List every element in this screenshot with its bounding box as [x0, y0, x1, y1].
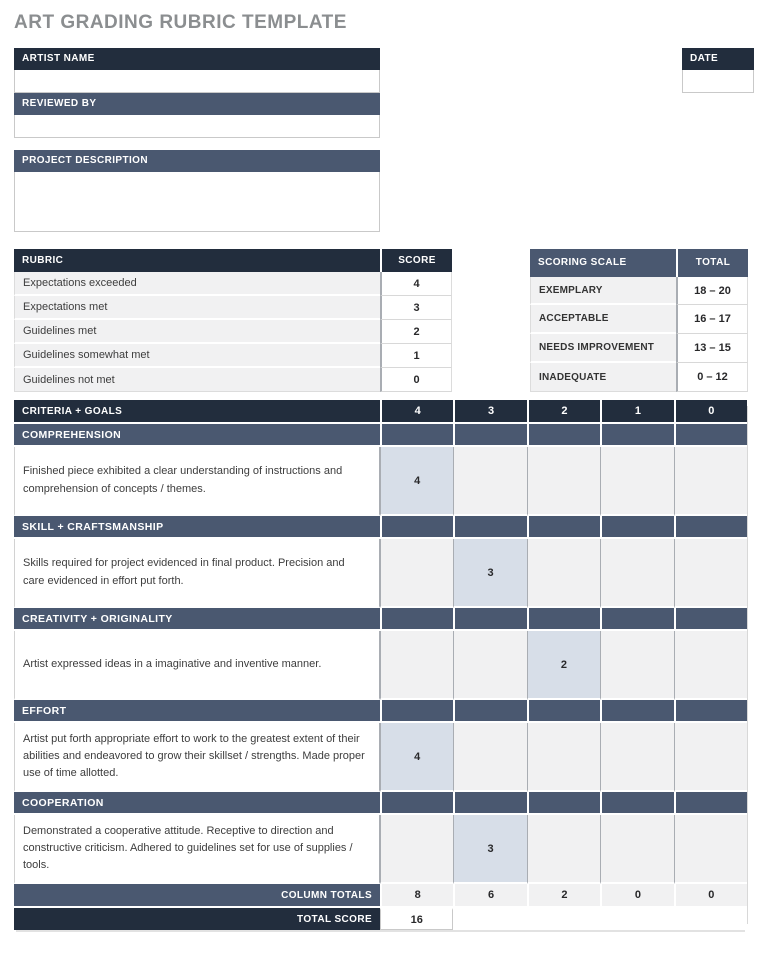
column-totals-row	[14, 884, 747, 908]
criteria-description: Finished piece exhibited a clear understanding of instructions and comprehension of concepts / themes.	[14, 447, 380, 516]
rubric-score-header: SCORE	[380, 249, 452, 272]
scoring-scale-total-header: TOTAL	[676, 249, 748, 277]
table-row	[530, 363, 748, 392]
score-cell[interactable]	[453, 631, 526, 700]
score-cell[interactable]	[453, 723, 526, 792]
criteria-row-cooperation	[14, 815, 747, 884]
section-header-skill-craftsmanship: SKILL + CRAFTSMANSHIP	[14, 516, 747, 539]
rubric-table	[14, 249, 452, 392]
section-header-cooperation: COOPERATION	[14, 792, 747, 815]
rubric-row-score: 4	[380, 272, 452, 296]
scale-row-label: EXEMPLARY	[530, 277, 676, 306]
rubric-row-label: Guidelines met	[14, 320, 380, 344]
score-cell[interactable]	[380, 631, 453, 700]
score-cell[interactable]: 3	[453, 539, 526, 608]
reviewed-by-label: REVIEWED BY	[14, 93, 380, 115]
criteria-row-creativity-originality	[14, 631, 747, 700]
table-row	[14, 272, 452, 296]
score-cell[interactable]	[674, 631, 747, 700]
table-row	[530, 334, 748, 363]
reviewed-by-input[interactable]	[14, 115, 380, 138]
table-row	[14, 344, 452, 368]
rubric-row-label: Guidelines somewhat met	[14, 344, 380, 368]
rubric-row-label: Guidelines not met	[14, 368, 380, 392]
score-cell[interactable]	[527, 815, 600, 884]
criteria-goals-table	[14, 400, 747, 930]
criteria-description: Demonstrated a cooperative attitude. Receptive to direction and constructive criticism. Adhered to guidelines set for use of supplies / tools.	[14, 815, 380, 884]
scale-row-label: INADEQUATE	[530, 363, 676, 392]
score-column-header: 1	[600, 400, 673, 424]
scoring-scale-header: SCORING SCALE	[530, 249, 676, 277]
criteria-description: Artist put forth appropriate effort to work to the greatest extent of their abilities and endeavored to grow their skillset / strengths. Made proper use of time allotted.	[14, 723, 380, 792]
rubric-header: RUBRIC	[14, 249, 380, 272]
score-cell[interactable]	[527, 539, 600, 608]
mid-tables-area	[14, 249, 748, 392]
section-header-comprehension: COMPREHENSION	[14, 424, 747, 447]
scale-row-total: 0 – 12	[676, 363, 748, 392]
criteria-row-comprehension	[14, 447, 747, 516]
criteria-row-skill-craftsmanship	[14, 539, 747, 608]
total-score-label: TOTAL SCORE	[14, 908, 380, 930]
scale-row-label: NEEDS IMPROVEMENT	[530, 334, 676, 363]
criteria-goals-header: CRITERIA + GOALS	[14, 400, 380, 424]
table-row	[530, 305, 748, 334]
project-description-input[interactable]	[14, 172, 380, 232]
criteria-row-effort	[14, 723, 747, 792]
table-row	[14, 368, 452, 392]
criteria-description: Artist expressed ideas in a imaginative and inventive manner.	[14, 631, 380, 700]
column-total-value: 6	[453, 884, 526, 908]
date-label: DATE	[682, 48, 754, 70]
score-cell[interactable]	[600, 815, 673, 884]
top-fields-area	[14, 48, 754, 232]
score-column-header: 3	[453, 400, 526, 424]
score-column-header: 4	[380, 400, 453, 424]
column-total-value: 8	[380, 884, 453, 908]
rubric-row-score: 0	[380, 368, 452, 392]
rubric-row-label: Expectations met	[14, 296, 380, 320]
score-cell[interactable]: 3	[453, 815, 526, 884]
section-header-effort: EFFORT	[14, 700, 747, 723]
table-row	[14, 296, 452, 320]
date-input[interactable]	[682, 70, 754, 93]
left-fields	[14, 48, 380, 232]
column-total-value: 0	[674, 884, 747, 908]
project-description-field	[14, 150, 380, 232]
score-cell[interactable]: 2	[527, 631, 600, 700]
score-cell[interactable]: 4	[380, 723, 453, 792]
score-column-header: 0	[674, 400, 747, 424]
score-cell[interactable]	[674, 447, 747, 516]
score-cell[interactable]	[600, 723, 673, 792]
total-score-row	[14, 908, 747, 930]
score-cell[interactable]	[600, 631, 673, 700]
rubric-row-score: 3	[380, 296, 452, 320]
score-cell[interactable]	[674, 539, 747, 608]
page-title: ART GRADING RUBRIC TEMPLATE	[14, 12, 347, 33]
score-cell[interactable]	[600, 447, 673, 516]
rubric-row-score: 2	[380, 320, 452, 344]
score-cell[interactable]	[380, 539, 453, 608]
scale-row-total: 16 – 17	[676, 305, 748, 334]
scale-row-total: 13 – 15	[676, 334, 748, 363]
column-total-value: 2	[527, 884, 600, 908]
criteria-header-row	[14, 400, 747, 424]
score-cell[interactable]	[527, 447, 600, 516]
score-cell[interactable]	[453, 447, 526, 516]
score-cell[interactable]	[674, 723, 747, 792]
score-cell[interactable]	[380, 815, 453, 884]
column-totals-label: COLUMN TOTALS	[14, 884, 380, 908]
criteria-description: Skills required for project evidenced in final product. Precision and care evidenced in effort put forth.	[14, 539, 380, 608]
artist-name-label: ARTIST NAME	[14, 48, 380, 70]
scale-row-total: 18 – 20	[676, 277, 748, 306]
artist-name-input[interactable]	[14, 70, 380, 93]
rubric-row-label: Expectations exceeded	[14, 272, 380, 296]
score-cell[interactable]	[600, 539, 673, 608]
score-column-header: 2	[527, 400, 600, 424]
table-row	[14, 320, 452, 344]
score-cell[interactable]	[674, 815, 747, 884]
score-cell[interactable]: 4	[380, 447, 453, 516]
project-description-label: PROJECT DESCRIPTION	[14, 150, 380, 172]
score-cell[interactable]	[527, 723, 600, 792]
date-field	[682, 48, 754, 93]
total-score-value: 16	[380, 908, 453, 930]
section-header-creativity-originality: CREATIVITY + ORIGINALITY	[14, 608, 747, 631]
scoring-scale-table	[530, 249, 748, 392]
total-score-spacer	[453, 908, 747, 930]
scale-row-label: ACCEPTABLE	[530, 305, 676, 334]
table-row	[530, 277, 748, 306]
column-total-value: 0	[600, 884, 673, 908]
rubric-row-score: 1	[380, 344, 452, 368]
